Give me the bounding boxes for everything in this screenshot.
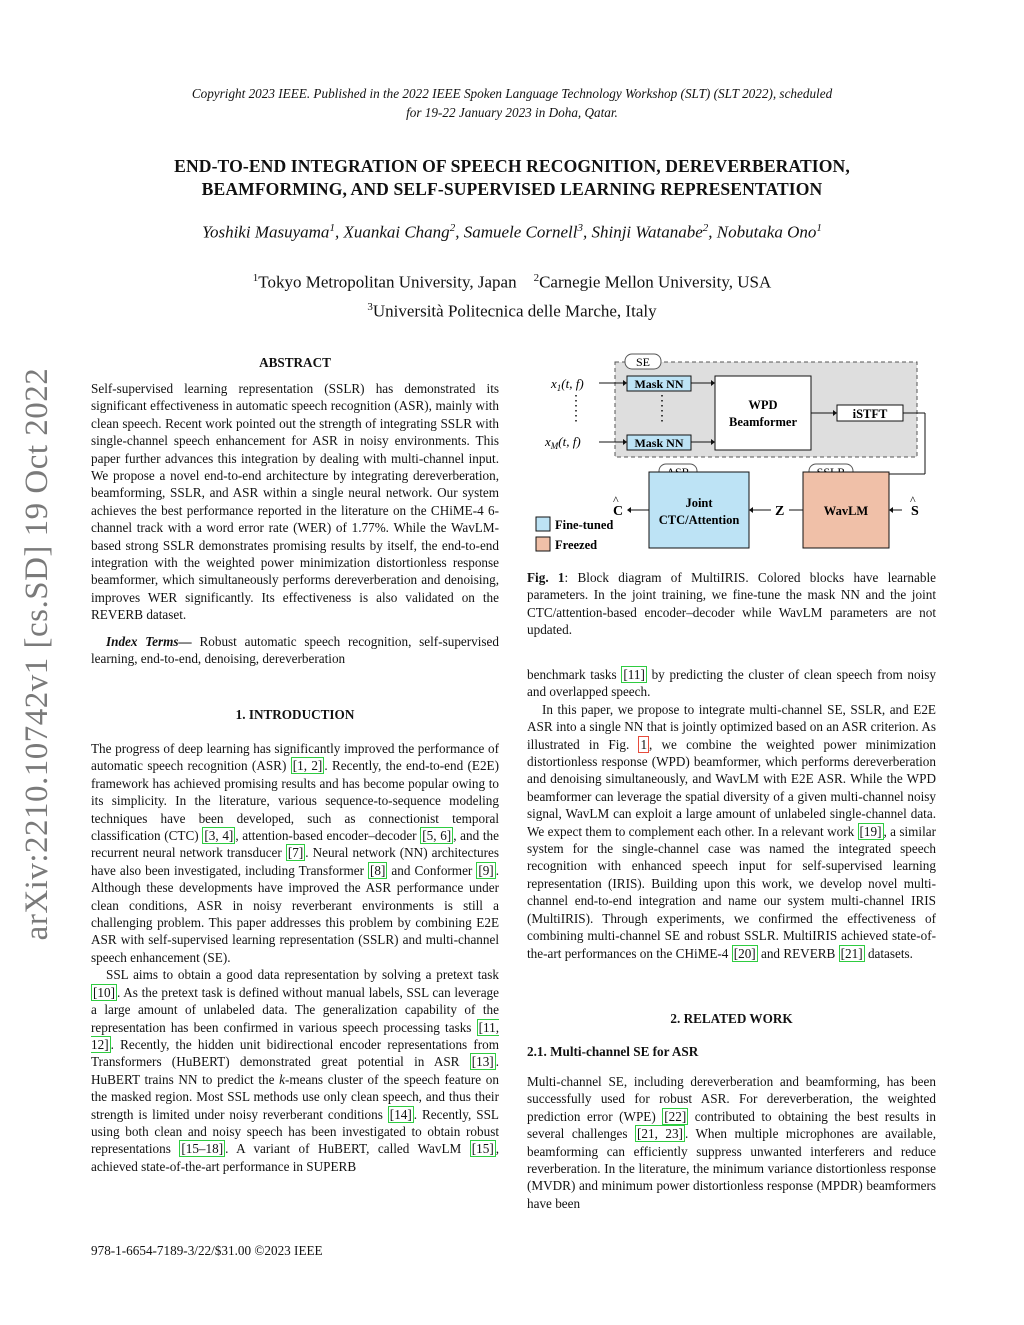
input-xm-label: $x_M(t$, f) (545, 434, 581, 451)
svg-text:^: ^ (910, 493, 916, 507)
svg-text:⋮: ⋮ (655, 394, 669, 409)
svg-text:WavLM: WavLM (823, 504, 869, 518)
citation-link[interactable]: [8] (370, 862, 386, 878)
representation-z-label: Z (775, 504, 785, 519)
introduction-heading: 1. INTRODUCTION (235, 707, 355, 722)
intro-paragraph-1: The progress of deep learning has significantly improved the performance of automatic speech recognition (ASR) [1, 2] . Recently, the end-to-end (E2E) framework has achieved promising results and has become popular owing to its simplicity. In the literature, various sequence-to-sequence modeling techniques have been developed, such as connectionist temporal classification (CTC) [3, 4] , attention-based encoder–decoder [5, 6] , and the recurrent neural network transducer [7] . Neural network (NN) architectures have also been investigated, including Transformer [8] and Conformer [9] . Although these developments have improved the ASR performance under clean conditions, ASR in noisy reverberant environments is still a challenging problem. This paper addresses this problem by combining E2E ASR with self-supervised learning representation (SSLR) and multi-channel speech enhancement (SE). (91, 741, 499, 965)
right-paragraph-1: In this paper, we propose to integrate multi-channel SE, SSLR, and E2E ASR into a single NN that is jointly optimized based on an ASR criterion. As illustrated in Fig. 1 , we combine the weighted power minimization distortionless response (WPD) beamformer, which performs dereverberation and denoising simultaneously, and WavLM with E2E ASR. While the WPD beamformer can leverage the spatial diversity of a given multi-channel noisy signal, WavLM can exploit a large amount of unlabeled single-channel data. We expect them to complement each other. In a relevant work [19] , a similar system for the single-channel case was named the integrated speech recognition with enhanced speech input for self-supervised learning representation (IRIS). Building upon this work, we develop novel multi-channel end-to-end integration and name our system multi-channel IRIS (MultiIRIS). Through experiments, we confirmed the effectiveness of combining multi-channel SE and robust SSLR. MultiIRIS achieved state-of-the-art performances on the CHiME-4 [20] and REVERB [21] datasets. (527, 701, 936, 961)
legend-frozen-label: Freezed (555, 538, 598, 552)
arxiv-identifier: arXiv:2210.10742v1 [cs.SD] 19 Oct 2022 (19, 367, 55, 941)
svg-text:Mask NN: Mask NN (634, 377, 684, 391)
author: Xuankai Chang (343, 222, 450, 242)
citation-link[interactable]: [13] (471, 1054, 494, 1070)
citation-link[interactable]: [5, 6] (422, 828, 452, 844)
legend-finetuned-label: Fine-tuned (555, 518, 614, 532)
caption-label: Fig. 1 (527, 570, 565, 585)
legend-finetuned-swatch (536, 517, 550, 531)
paper-title (80, 155, 944, 201)
svg-text:Joint: Joint (685, 496, 713, 510)
copyright-line-1: Copyright 2023 IEEE. Published in the 2022 IEEE Spoken Language Technology Workshop (SLT) (SLT 2022), scheduled (191, 86, 833, 101)
subsection-heading: 2.1. Multi-channel SE for ASR (527, 1044, 699, 1059)
input-x1-label: $x_1(t$, f) (551, 376, 584, 393)
svg-text:SE: SE (635, 355, 651, 369)
citation-link[interactable]: [21, 23] (636, 1126, 683, 1142)
author: Yoshiki Masuyama (202, 222, 330, 242)
citation-link[interactable]: [11] (623, 667, 645, 682)
figure-caption (527, 569, 936, 639)
copyright-notice (120, 84, 904, 122)
block-diagram-figure (527, 350, 943, 560)
copyright-line-2: for 19-22 January 2023 in Doha, Qatar. (406, 105, 618, 120)
svg-text:^: ^ (613, 493, 619, 507)
introduction-body (91, 740, 499, 1175)
citation-link[interactable]: [1, 2] (292, 758, 323, 774)
related-paragraph: Multi-channel SE, including dereverberation and beamforming, has been successfully used for robust ASR. For dereverberation, the weighted prediction error (WPE) [22] contributed to obtaining the best results in several challenges [21, 23] . When multiple microphones are available, beamforming can efficiently suppress unwanted interferers and reduce reverberation. In the literature, the minimum variance distortionless response (MVDR) and minimum power distortionless response (MPDR) beamformers have been (527, 1074, 936, 1211)
abstract-text: Self-supervised learning representation (SSLR) has demonstrated its significant effectiveness in automatic speech recognition (ASR), mainly with clean speech. Recent work pointed out the strength of integrating SSLR with single-channel speech enhancement for ASR in noisy environments. This paper further advances this integration by dealing with multi-channel input. We propose a novel end-to-end architecture by integrating dereverberation, beamforming, SSLR, and ASR within a single neural network. Our system achieves the best performance reported in the literature on the CHiME-4 6-channel track with a word error rate (WER) of 1.77%. While the WavLM-based strong SSLR demonstrates promising results by itself, the end-to-end integration with the weighted power minimization distortionless response beamformer, which simultaneously performs dereverberation and denoising, improves WER significantly. Its effectiveness is also validated on the REVERB dataset. (91, 381, 499, 623)
citation-link[interactable]: [9] (478, 862, 494, 878)
citation-link[interactable]: [7] (287, 845, 304, 861)
abstract-heading: ABSTRACT (259, 355, 331, 370)
related-work-body (527, 1073, 936, 1212)
citation-link[interactable]: [19] (859, 823, 882, 839)
affiliation-1: Tokyo Metropolitan University, Japan (258, 272, 517, 292)
citation-link[interactable]: [22] (664, 1108, 687, 1124)
wpd-beamformer-block (715, 376, 811, 450)
citation-link[interactable]: [15–18] (181, 1141, 224, 1157)
citation-link[interactable]: [20] (733, 945, 756, 961)
svg-text:iSTFT: iSTFT (852, 407, 888, 421)
svg-text:CTC/Attention: CTC/Attention (658, 513, 740, 527)
index-terms-text: Robust automatic speech recognition, self-supervised learning, end-to-end, denoising, dereverberation (91, 633, 499, 667)
title-line-2: BEAMFORMING, AND SELF-SUPERVISED LEARNING REPRESENTATION (201, 179, 823, 199)
abstract-body (91, 380, 499, 668)
right-column-body (527, 666, 936, 962)
author: Nobutaka Ono (716, 222, 817, 242)
svg-text:Mask NN: Mask NN (634, 436, 684, 450)
index-terms (91, 633, 499, 668)
author: Samuele Cornell (463, 222, 578, 242)
svg-text:Beamformer: Beamformer (728, 415, 798, 429)
citation-link[interactable]: [10] (93, 984, 115, 1000)
svg-text:WPD: WPD (748, 398, 778, 412)
vertical-dots-icon: ⋮ (569, 394, 583, 409)
svg-text:⋮: ⋮ (655, 409, 669, 424)
figure-link[interactable]: 1 (640, 736, 648, 752)
author-list: Yoshiki Masuyama$^1$, Xuankai Chang$^2$, Samuele Cornell$^3$, Shinji Watanabe$^2$, Nobutaka Ono$^1$ (202, 222, 822, 242)
citation-link[interactable]: [11, 12] (91, 1019, 499, 1052)
transcription-label: C (613, 504, 624, 519)
affiliations: $^1$Tokyo Metropolitan University, Japan $^2$Carnegie Mellon University, USA $^3$Università Politecnica delle Marche, Italy (252, 272, 772, 321)
caption-text: : Block diagram of MultiIRIS. Colored blocks have learnable parameters. In the joint training, we fine-tune the mask NN and the joint CTC/attention-based encoder–decoder while WavLM parameters are not updated. (527, 570, 936, 638)
citation-link[interactable]: [3, 4] (204, 828, 234, 844)
citation-link[interactable]: [14] (389, 1106, 412, 1122)
title-line-1: END-TO-END INTEGRATION OF SPEECH RECOGNITION, DEREVERBERATION, (174, 156, 850, 176)
author: Shinji Watanabe (591, 222, 703, 242)
right-paragraph-0: benchmark tasks [11] by predicting the cluster of clean speech from noisy and overlapped speech. (527, 667, 936, 700)
joint-ctc-attention-block (649, 472, 749, 548)
related-work-heading: 2. RELATED WORK (670, 1011, 793, 1026)
citation-link[interactable]: [21] (840, 945, 863, 961)
enhanced-signal-label: S (911, 504, 919, 519)
footer-isbn: 978-1-6654-7189-3/22/$31.00 ©2023 IEEE (91, 1243, 323, 1258)
svg-text:⋮: ⋮ (569, 409, 583, 424)
affiliation-2: Carnegie Mellon University, USA (539, 272, 772, 292)
intro-paragraph-2: SSL aims to obtain a good data representation by solving a pretext task [10] . As the pretext task is defined without manual labels, SSL can leverage a large amount of unlabeled data. The generalization capability of the representation has been confirmed in various speech processing tasks [11, 12] . Recently, the hidden unit bidirectional encoder representations from Transformers (HuBERT) demonstrated great potential in ASR [13] . HuBERT trains NN to predict the k-means cluster of the speech feature on the masked region. Most SSL methods use only clean speech, and thus their strength is limited under noisy reverberant conditions [14] . Recently, SSL using both clean and noisy speech has been investigated to obtain robust representations [15–18] . A variant of HuBERT, called WavLM [15] , achieved state-of-the-art performance in SUPERB (91, 967, 500, 1174)
citation-link[interactable]: [15] (471, 1141, 494, 1157)
affiliation-3: Università Politecnica delle Marche, Italy (372, 301, 657, 321)
index-terms-label: Index Terms— (106, 633, 192, 649)
legend-frozen-swatch (536, 537, 550, 551)
